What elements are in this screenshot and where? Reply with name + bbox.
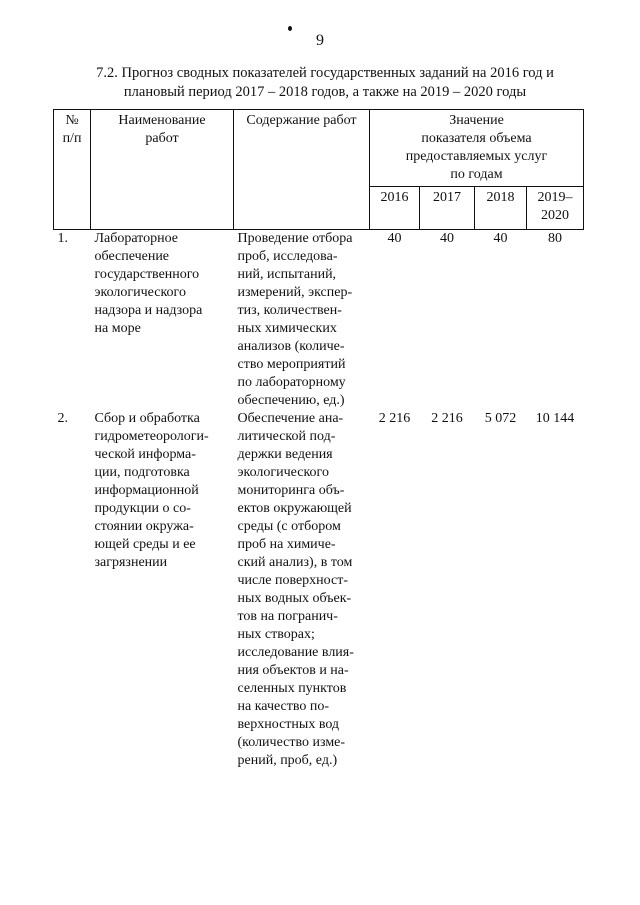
value-2019-2020: 10 144 bbox=[535, 411, 575, 426]
value-2018: 40 bbox=[493, 231, 508, 246]
table-row bbox=[54, 410, 584, 770]
header-name: Наименование работ bbox=[91, 110, 234, 230]
value-2017: 40 bbox=[440, 231, 454, 246]
row-number: 1. bbox=[57, 231, 68, 246]
value-2017: 2 216 bbox=[431, 411, 463, 426]
row-work-content: Проведение отбора проб, исследова- ний, испытаний, измерений, экспер- тиз, количествен- ных химических анализов (количе- ство мероприятий по лабораторному обеспечению, ед.) bbox=[237, 231, 353, 408]
value-2019-2020: 80 bbox=[548, 231, 562, 246]
page-number: 9 bbox=[316, 32, 324, 49]
header-year-2019-2020: 2019– 2020 bbox=[527, 187, 584, 230]
heading-line-2: плановый период 2017 – 2018 годов, а также на 2019 – 2020 годы bbox=[123, 84, 527, 100]
header-year-2018: 2018 bbox=[475, 187, 527, 230]
row-work-name: Сбор и обработка гидрометеорологи- ческой информа- ции, подготовка информационной продукции о со- стоянии окружа- ющей среды и ее загрязнении bbox=[94, 411, 209, 570]
table-header-row bbox=[54, 110, 584, 187]
header-content: Содержание работ bbox=[234, 110, 370, 230]
row-work-content: Обеспечение ана- литической под- держки ведения экологического мониторинга объ- ектов окружающей среды (с отбором проб на химиче- ский анализ), в том числе поверхност- ных водных объек- тов на погранич- ных створах; исследование влия- ния объектов и на- селенных пунктов на качество по- верхностных вод (количество изме- рений, проб, ед.) bbox=[237, 411, 354, 768]
scan-mark bbox=[288, 26, 292, 31]
header-year-2016: 2016 bbox=[370, 187, 420, 230]
table-row bbox=[54, 230, 584, 411]
row-number: 2. bbox=[57, 411, 68, 426]
value-2016: 2 216 bbox=[378, 411, 411, 426]
value-2016: 40 bbox=[387, 231, 402, 246]
row-work-name: Лабораторное обеспечение государственного экологического надзора и надзора на море bbox=[94, 231, 203, 336]
header-value: Значение показателя объема предоставляемых услуг по годам bbox=[370, 110, 584, 187]
header-year-2017: 2017 bbox=[420, 187, 475, 230]
indicators-table bbox=[53, 109, 584, 770]
heading-line-1: 7.2. Прогноз сводных показателей государственных заданий на 2016 год и bbox=[96, 65, 554, 81]
header-num: № п/п bbox=[54, 110, 91, 230]
value-2018: 5 072 bbox=[484, 411, 517, 426]
section-heading bbox=[60, 64, 590, 102]
